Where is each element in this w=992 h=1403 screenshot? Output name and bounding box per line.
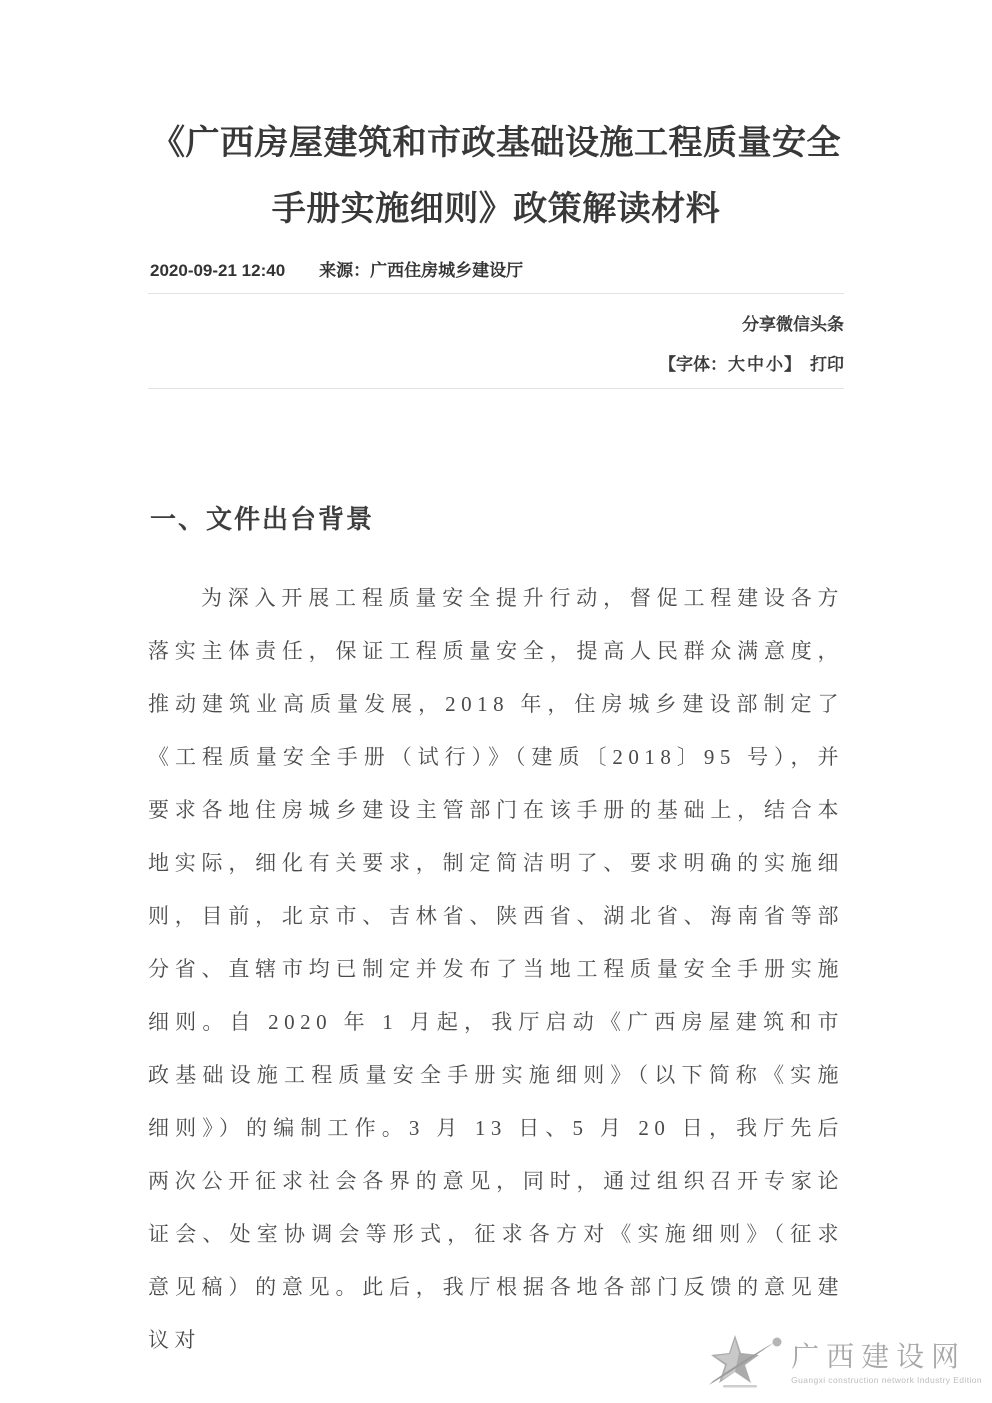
source-label: 来源： (319, 261, 371, 280)
divider-top (148, 293, 844, 294)
font-size-large-button[interactable]: 大 (728, 355, 745, 374)
source-name: 广西住房城乡建设厅 (370, 261, 524, 280)
print-button[interactable]: 打印 (810, 355, 844, 374)
site-logo-tagline: Guangxi construction network Industry Edition (791, 1375, 982, 1385)
font-size-label-close: 】 (784, 355, 801, 374)
font-size-small-button[interactable]: 小 (766, 355, 783, 374)
share-wechat-toutiao-link[interactable]: 分享微信头条 (742, 315, 844, 334)
publish-datetime: 2020-09-21 12:40 (150, 261, 286, 280)
site-logo (705, 1333, 982, 1395)
divider-bottom (148, 388, 844, 389)
article-title: 《广西房屋建筑和市政基础设施工程质量安全手册实施细则》政策解读材料 (151, 124, 841, 228)
font-size-medium-button[interactable]: 中 (747, 355, 764, 374)
article-paragraph: 为深入开展工程质量安全提升行动，督促工程建设各方落实主体责任，保证工程质量安全，提高人民群众满意度，推动建筑业高质量发展，2018 年，住房城乡建设部制定了《工程质量安全手册（试行）》（建质〔2018〕95 号），并要求各地住房城乡建设主管部门在该手册的基础上，结合本地实际，细化有关要求，制定简洁明了、要求明确的实施细则，目前，北京市、吉林省、陕西省、湖北省、海南省等部分省、直辖市均已制定并发布了当地工程质量安全手册实施细则。自 2020 年 1 月起，我厅启动《广西房屋建筑和市政基础设施工程质量安全手册实施细则》（以下简称《实施细则》）的编制工作。3 月 13 日、5 月 20 日，我厅先后两次公开征求社会各界的意见，同时，通过组织召开专家论证会、处室协调会等形式，征求各方对《实施细则》（征求意见稿）的意见。此后，我厅根据各地各部门反馈的意见建议对 (148, 586, 844, 1352)
font-print-row (148, 354, 844, 376)
star-swoosh-icon (705, 1333, 787, 1395)
section-heading: 一、文件出台背景 (150, 504, 375, 534)
site-logo-name: 广西建设网 (791, 1342, 967, 1373)
article-page (148, 0, 844, 1367)
site-logo-text (791, 1343, 982, 1385)
font-size-label: 【字体： (659, 355, 727, 374)
share-row (148, 314, 844, 336)
article-meta (148, 252, 844, 293)
